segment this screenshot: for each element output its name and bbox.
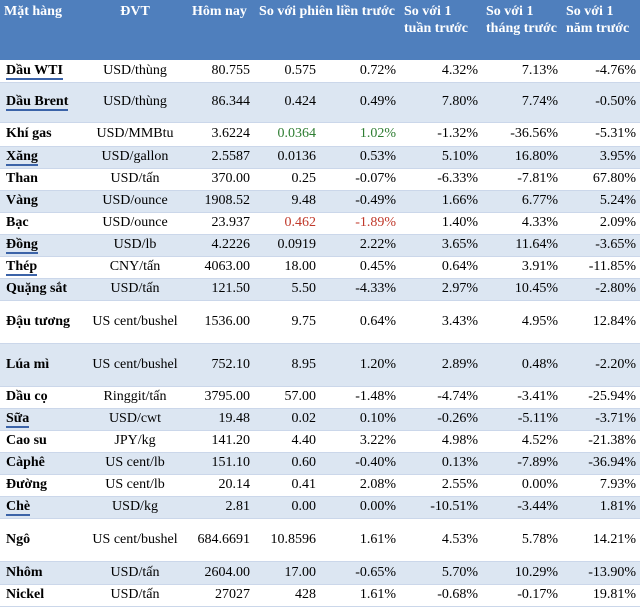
change-cell: 0.02 xyxy=(254,408,320,430)
commodity-name: Bạc xyxy=(0,212,82,234)
commodity-name[interactable]: Dầu WTI xyxy=(0,60,82,82)
unit-cell: USD/tấn xyxy=(82,168,188,190)
header-today: Hôm nay xyxy=(188,0,254,60)
table-row xyxy=(0,278,640,300)
change-pct-cell: 0.53% xyxy=(320,146,400,168)
today-cell: 4063.00 xyxy=(188,256,254,278)
today-cell: 80.755 xyxy=(188,60,254,82)
year-cell: 2.09% xyxy=(562,212,640,234)
table-row xyxy=(0,190,640,212)
table-row xyxy=(0,82,640,122)
table-row xyxy=(0,386,640,408)
today-cell: 1536.00 xyxy=(188,300,254,343)
unit-cell: CNY/tấn xyxy=(82,256,188,278)
change-cell: 0.25 xyxy=(254,168,320,190)
table-row xyxy=(0,408,640,430)
week-cell: 1.66% xyxy=(400,190,482,212)
change-cell: 17.00 xyxy=(254,561,320,584)
week-cell: 5.70% xyxy=(400,561,482,584)
month-cell: -7.81% xyxy=(482,168,562,190)
unit-cell: US cent/lb xyxy=(82,474,188,496)
commodity-name: Vàng xyxy=(0,190,82,212)
change-cell: 10.8596 xyxy=(254,518,320,561)
table-row xyxy=(0,122,640,146)
unit-cell: USD/ounce xyxy=(82,190,188,212)
today-cell: 19.48 xyxy=(188,408,254,430)
change-cell: 0.424 xyxy=(254,82,320,122)
header-unit: ĐVT xyxy=(82,0,188,60)
month-cell: 16.80% xyxy=(482,146,562,168)
change-pct-cell: -1.48% xyxy=(320,386,400,408)
commodity-name: Đậu tương xyxy=(0,300,82,343)
month-cell: -3.41% xyxy=(482,386,562,408)
change-pct-cell: -0.40% xyxy=(320,452,400,474)
week-cell: 2.89% xyxy=(400,343,482,386)
today-cell: 3795.00 xyxy=(188,386,254,408)
change-cell: 0.41 xyxy=(254,474,320,496)
year-cell: -3.65% xyxy=(562,234,640,256)
week-cell: -10.51% xyxy=(400,496,482,518)
header-vs-month: So với 1 tháng trước xyxy=(482,0,562,60)
unit-cell: USD/MMBtu xyxy=(82,122,188,146)
week-cell: 0.13% xyxy=(400,452,482,474)
change-pct-cell: 0.00% xyxy=(320,496,400,518)
today-cell: 752.10 xyxy=(188,343,254,386)
today-cell: 3.6224 xyxy=(188,122,254,146)
month-cell: 10.45% xyxy=(482,278,562,300)
change-pct-cell: 2.08% xyxy=(320,474,400,496)
unit-cell: USD/tấn xyxy=(82,561,188,584)
today-cell: 20.14 xyxy=(188,474,254,496)
change-cell: 0.0364 xyxy=(254,122,320,146)
header-vs-year: So với 1 năm trước xyxy=(562,0,640,60)
today-cell: 2604.00 xyxy=(188,561,254,584)
change-cell: 18.00 xyxy=(254,256,320,278)
year-cell: -2.80% xyxy=(562,278,640,300)
year-cell: -3.71% xyxy=(562,408,640,430)
year-cell: -5.31% xyxy=(562,122,640,146)
month-cell: 3.91% xyxy=(482,256,562,278)
today-cell: 684.6691 xyxy=(188,518,254,561)
change-pct-cell: 1.61% xyxy=(320,584,400,606)
change-pct-cell: 0.45% xyxy=(320,256,400,278)
commodity-name[interactable]: Dầu Brent xyxy=(0,82,82,122)
table-row xyxy=(0,584,640,606)
commodity-name: Khí gas xyxy=(0,122,82,146)
year-cell: 3.95% xyxy=(562,146,640,168)
change-pct-cell: 1.61% xyxy=(320,518,400,561)
week-cell: -0.26% xyxy=(400,408,482,430)
today-cell: 27027 xyxy=(188,584,254,606)
year-cell: 1.81% xyxy=(562,496,640,518)
week-cell: 7.80% xyxy=(400,82,482,122)
unit-cell: US cent/bushel xyxy=(82,518,188,561)
week-cell: 0.64% xyxy=(400,256,482,278)
unit-cell: USD/tấn xyxy=(82,584,188,606)
year-cell: -25.94% xyxy=(562,386,640,408)
table-row xyxy=(0,343,640,386)
week-cell: 4.98% xyxy=(400,430,482,452)
month-cell: -0.17% xyxy=(482,584,562,606)
month-cell: 10.29% xyxy=(482,561,562,584)
today-cell: 151.10 xyxy=(188,452,254,474)
today-cell: 2.5587 xyxy=(188,146,254,168)
year-cell: 67.80% xyxy=(562,168,640,190)
month-cell: 7.13% xyxy=(482,60,562,82)
change-pct-cell: 0.64% xyxy=(320,300,400,343)
month-cell: 11.64% xyxy=(482,234,562,256)
change-cell: 0.00 xyxy=(254,496,320,518)
table-row xyxy=(0,60,640,82)
unit-cell: USD/thùng xyxy=(82,82,188,122)
commodity-name: Ngô xyxy=(0,518,82,561)
month-cell: 4.33% xyxy=(482,212,562,234)
month-cell: 7.74% xyxy=(482,82,562,122)
change-pct-cell: 0.49% xyxy=(320,82,400,122)
unit-cell: USD/cwt xyxy=(82,408,188,430)
week-cell: 5.10% xyxy=(400,146,482,168)
month-cell: -36.56% xyxy=(482,122,562,146)
change-cell: 8.95 xyxy=(254,343,320,386)
table-row xyxy=(0,256,640,278)
today-cell: 4.2226 xyxy=(188,234,254,256)
unit-cell: US cent/bushel xyxy=(82,343,188,386)
year-cell: -13.90% xyxy=(562,561,640,584)
change-cell: 0.0136 xyxy=(254,146,320,168)
unit-cell: USD/ounce xyxy=(82,212,188,234)
change-pct-cell: 2.22% xyxy=(320,234,400,256)
change-pct-cell: 3.22% xyxy=(320,430,400,452)
change-cell: 4.40 xyxy=(254,430,320,452)
year-cell: -36.94% xyxy=(562,452,640,474)
month-cell: -7.89% xyxy=(482,452,562,474)
today-cell: 141.20 xyxy=(188,430,254,452)
month-cell: 4.52% xyxy=(482,430,562,452)
table-row xyxy=(0,561,640,584)
commodity-name[interactable]: Đồng xyxy=(0,234,82,256)
commodity-name: Đường xyxy=(0,474,82,496)
unit-cell: USD/kg xyxy=(82,496,188,518)
change-pct-cell: -0.07% xyxy=(320,168,400,190)
today-cell: 121.50 xyxy=(188,278,254,300)
table-row xyxy=(0,146,640,168)
header-row xyxy=(0,0,640,60)
change-cell: 9.75 xyxy=(254,300,320,343)
change-cell: 5.50 xyxy=(254,278,320,300)
month-cell: -3.44% xyxy=(482,496,562,518)
change-pct-cell: -4.33% xyxy=(320,278,400,300)
unit-cell: USD/lb xyxy=(82,234,188,256)
year-cell: -21.38% xyxy=(562,430,640,452)
change-cell: 57.00 xyxy=(254,386,320,408)
change-cell: 9.48 xyxy=(254,190,320,212)
change-pct-cell: 1.20% xyxy=(320,343,400,386)
change-pct-cell: 0.10% xyxy=(320,408,400,430)
today-cell: 2.81 xyxy=(188,496,254,518)
table-row xyxy=(0,234,640,256)
year-cell: 7.93% xyxy=(562,474,640,496)
table-row xyxy=(0,452,640,474)
week-cell: 4.32% xyxy=(400,60,482,82)
unit-cell: USD/thùng xyxy=(82,60,188,82)
change-cell: 0.0919 xyxy=(254,234,320,256)
week-cell: 4.53% xyxy=(400,518,482,561)
commodity-name: Lúa mì xyxy=(0,343,82,386)
month-cell: -5.11% xyxy=(482,408,562,430)
today-cell: 370.00 xyxy=(188,168,254,190)
commodity-name: Cao su xyxy=(0,430,82,452)
week-cell: -0.68% xyxy=(400,584,482,606)
year-cell: -11.85% xyxy=(562,256,640,278)
week-cell: 2.97% xyxy=(400,278,482,300)
year-cell: -2.20% xyxy=(562,343,640,386)
commodity-name: Nickel xyxy=(0,584,82,606)
change-cell: 0.575 xyxy=(254,60,320,82)
commodity-name: Càphê xyxy=(0,452,82,474)
month-cell: 5.78% xyxy=(482,518,562,561)
change-cell: 0.60 xyxy=(254,452,320,474)
header-vs-week: So với 1 tuần trước xyxy=(400,0,482,60)
month-cell: 4.95% xyxy=(482,300,562,343)
header-commodity: Mặt hàng xyxy=(0,0,82,60)
commodity-name[interactable]: Sữa xyxy=(0,408,82,430)
change-pct-cell: 0.72% xyxy=(320,60,400,82)
change-pct-cell: -0.65% xyxy=(320,561,400,584)
unit-cell: JPY/kg xyxy=(82,430,188,452)
week-cell: 3.43% xyxy=(400,300,482,343)
month-cell: 6.77% xyxy=(482,190,562,212)
year-cell: -0.50% xyxy=(562,82,640,122)
week-cell: 3.65% xyxy=(400,234,482,256)
today-cell: 23.937 xyxy=(188,212,254,234)
change-cell: 428 xyxy=(254,584,320,606)
header-vs-previous-session: So với phiên liền trước xyxy=(254,0,400,60)
unit-cell: USD/tấn xyxy=(82,278,188,300)
year-cell: 19.81% xyxy=(562,584,640,606)
week-cell: 2.55% xyxy=(400,474,482,496)
table-row xyxy=(0,496,640,518)
commodity-name[interactable]: Xăng xyxy=(0,146,82,168)
unit-cell: US cent/lb xyxy=(82,452,188,474)
year-cell: 14.21% xyxy=(562,518,640,561)
commodity-name: Than xyxy=(0,168,82,190)
unit-cell: USD/gallon xyxy=(82,146,188,168)
change-pct-cell: -1.89% xyxy=(320,212,400,234)
commodity-name[interactable]: Chè xyxy=(0,496,82,518)
year-cell: -4.76% xyxy=(562,60,640,82)
year-cell: 5.24% xyxy=(562,190,640,212)
unit-cell: US cent/bushel xyxy=(82,300,188,343)
commodity-name[interactable]: Thép xyxy=(0,256,82,278)
today-cell: 1908.52 xyxy=(188,190,254,212)
change-pct-cell: -0.49% xyxy=(320,190,400,212)
year-cell: 12.84% xyxy=(562,300,640,343)
table-row xyxy=(0,430,640,452)
table-row xyxy=(0,212,640,234)
unit-cell: Ringgit/tấn xyxy=(82,386,188,408)
today-cell: 86.344 xyxy=(188,82,254,122)
table-row xyxy=(0,474,640,496)
month-cell: 0.48% xyxy=(482,343,562,386)
table-row xyxy=(0,168,640,190)
change-pct-cell: 1.02% xyxy=(320,122,400,146)
week-cell: -6.33% xyxy=(400,168,482,190)
table-row xyxy=(0,300,640,343)
month-cell: 0.00% xyxy=(482,474,562,496)
table-row xyxy=(0,518,640,561)
week-cell: -1.32% xyxy=(400,122,482,146)
change-cell: 0.462 xyxy=(254,212,320,234)
commodity-name: Dầu cọ xyxy=(0,386,82,408)
commodity-name: Nhôm xyxy=(0,561,82,584)
commodity-name: Quặng sắt xyxy=(0,278,82,300)
week-cell: -4.74% xyxy=(400,386,482,408)
week-cell: 1.40% xyxy=(400,212,482,234)
